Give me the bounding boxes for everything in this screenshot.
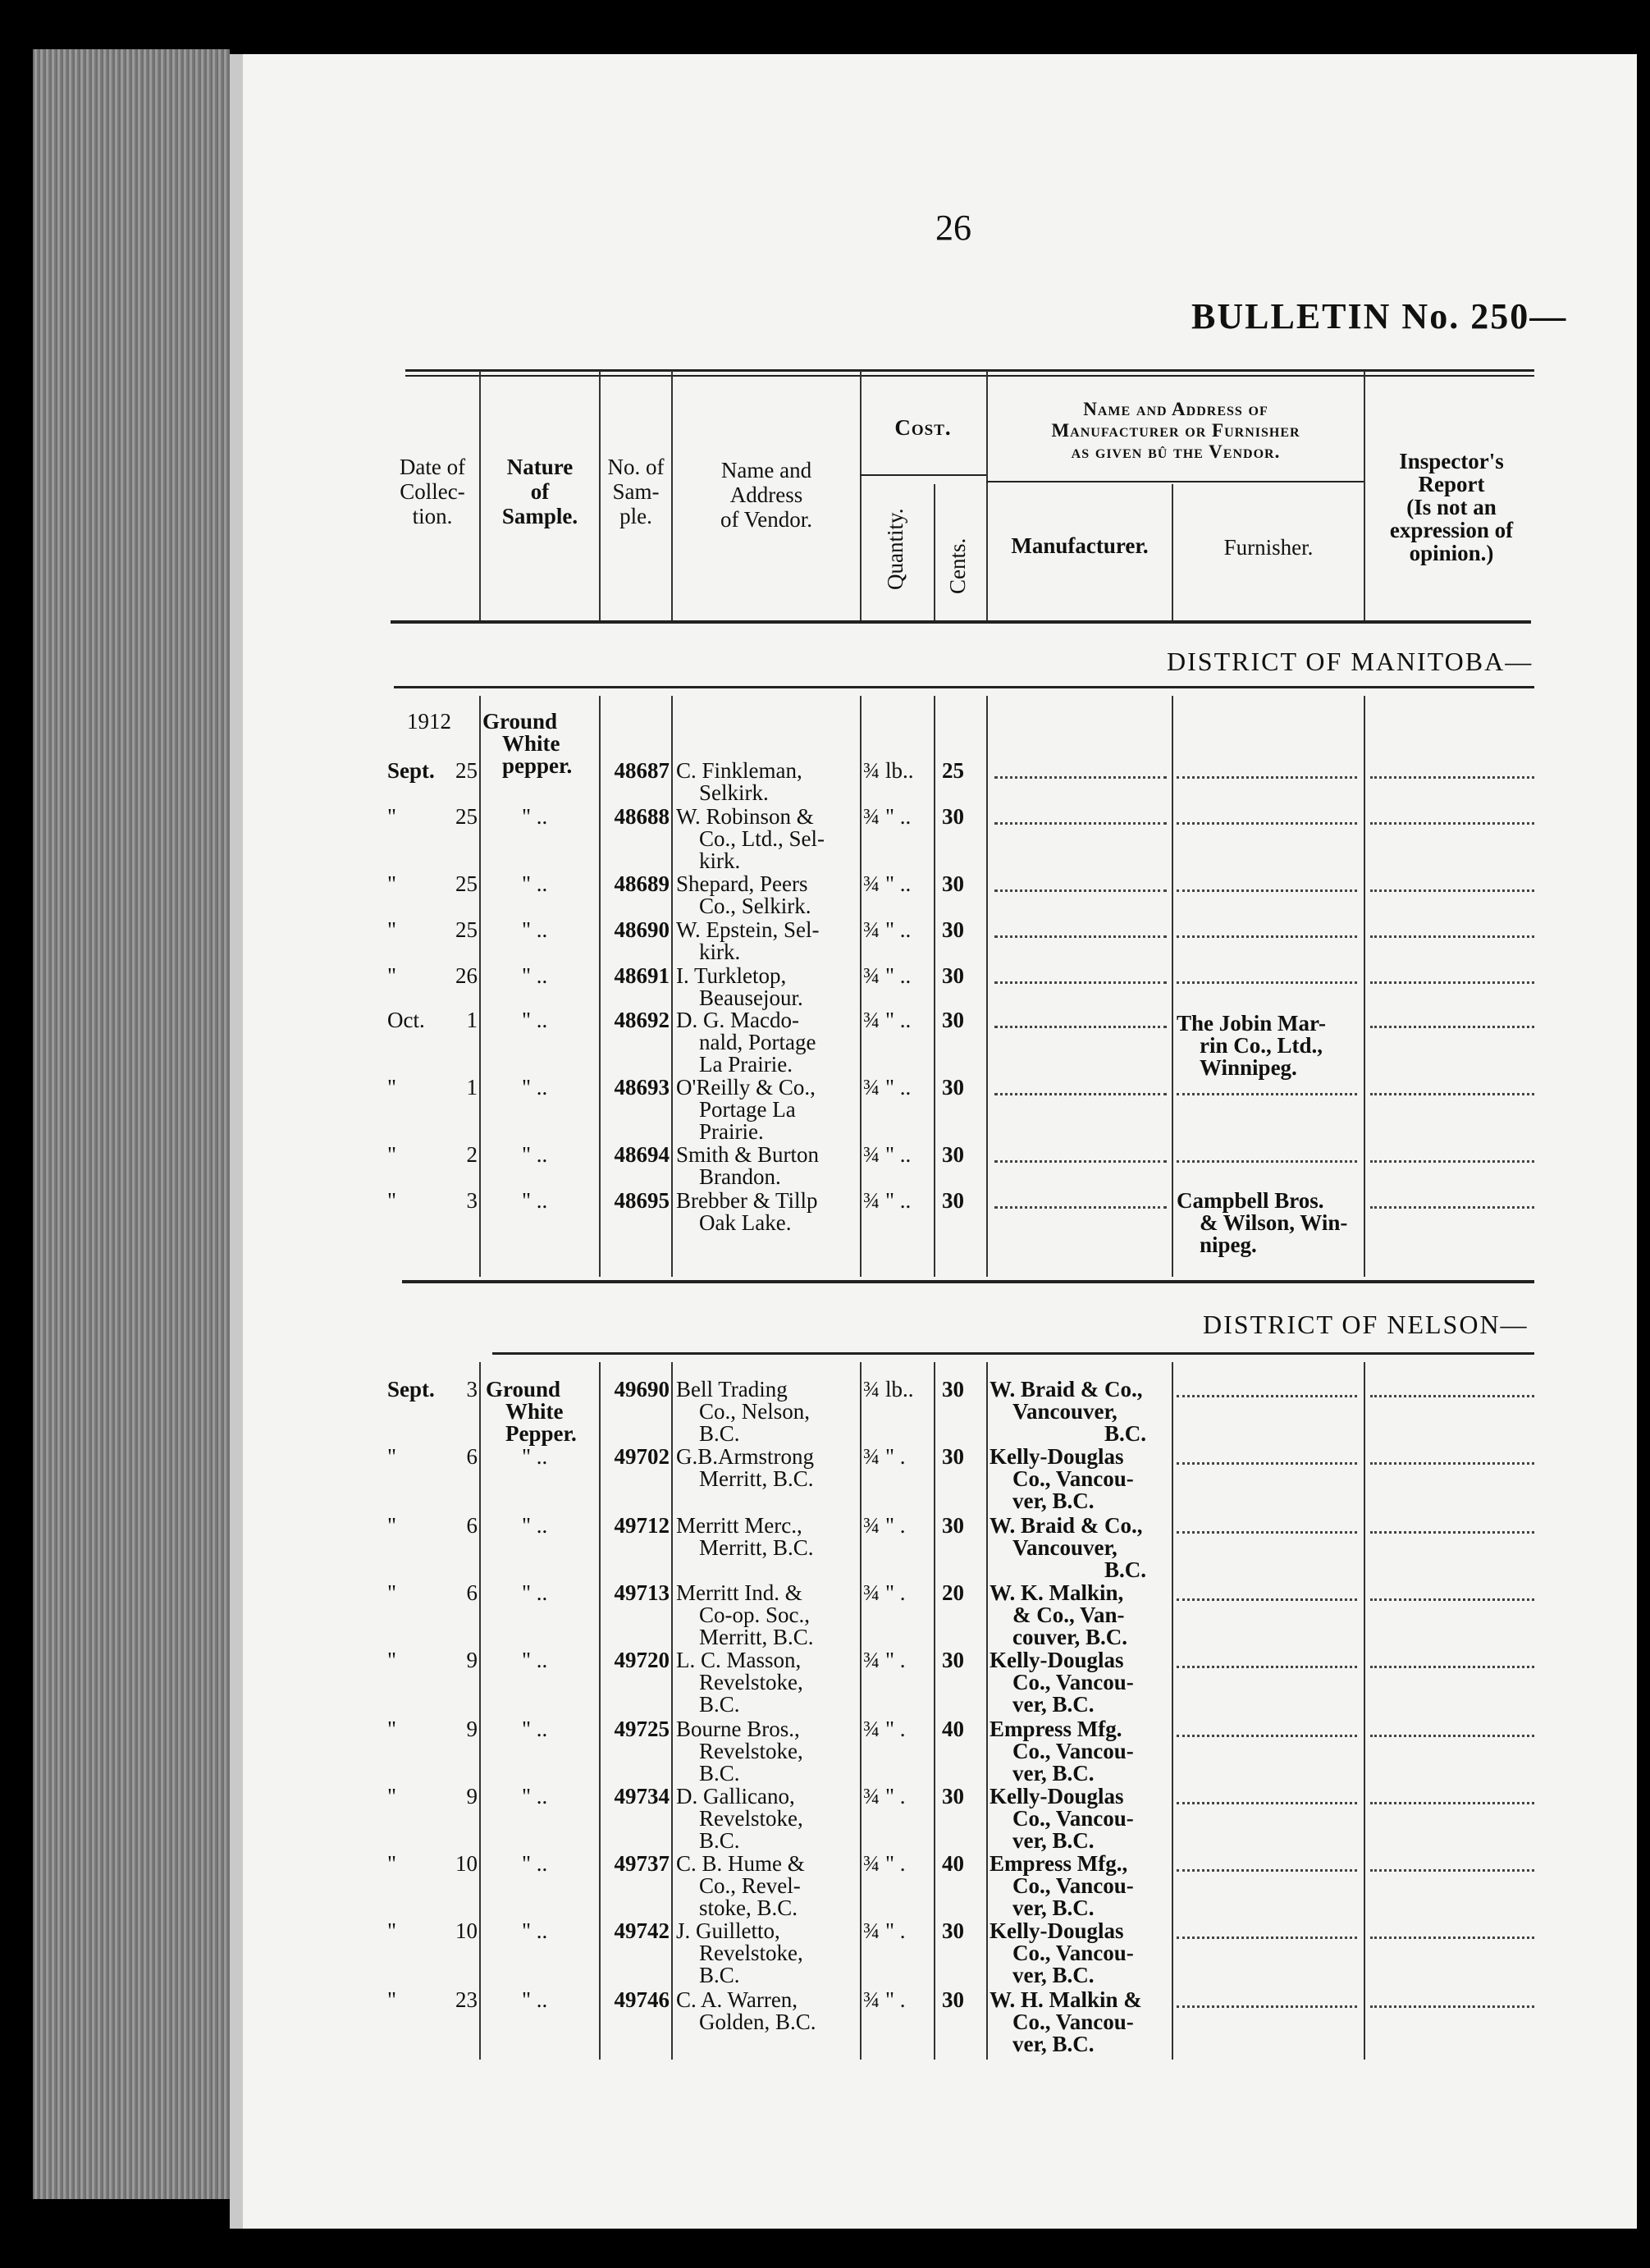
dot-leader [1177,822,1357,825]
header-quantity: Quantity. [883,508,907,590]
sample-number: 49737 [614,1851,670,1876]
date-month: " [387,1918,397,1943]
vendor-line: kirk. [699,940,741,964]
sample-number: 49720 [614,1648,670,1672]
date-day: 9 [466,1648,478,1672]
vendor-line: Oak Lake. [699,1210,792,1235]
date-day: 23 [455,1987,478,2012]
date-day: 2 [466,1142,478,1167]
date-month: " [387,1075,397,1100]
date-month: Sept. [387,1377,435,1401]
nature-ditto: " .. [522,1851,548,1876]
date-day: 9 [466,1717,478,1741]
col-divider [599,1362,601,2060]
vendor-line: Revelstoke, [699,1739,803,1763]
cents: 30 [942,804,964,829]
nature-ditto: " .. [522,1918,548,1943]
manufacturer-line: ver, B.C. [1012,1828,1095,1853]
dot-leader [1370,822,1534,825]
dot-leader [1177,1936,1357,1939]
vendor-line: B.C. [699,1692,740,1717]
quantity: ¾ " . [863,1717,906,1741]
year-label: 1912 [407,709,451,734]
sample-number: 48689 [614,871,670,896]
manufacturer-line: ver, B.C. [1012,1895,1095,1920]
dot-leader [994,1026,1167,1028]
cents: 30 [942,1008,964,1032]
quantity: ¾ " .. [863,1142,912,1167]
manufacturer-line: Co., Vancou- [1012,1670,1134,1694]
date-day: 1 [466,1075,478,1100]
dot-leader [1370,1531,1534,1534]
header-inspector-report: Inspector's Report (Is not an expression of opinion.) [1389,449,1514,565]
vendor-line: B.C. [699,1963,740,1987]
cents: 40 [942,1717,964,1741]
dot-leader [1370,1802,1534,1804]
dot-leader [1177,1735,1357,1737]
nature-ditto: " .. [522,1648,548,1672]
vendor-line: Merritt Ind. & [676,1580,802,1605]
manufacturer-line: Co., Vancou- [1012,1806,1134,1831]
cents: 30 [942,1142,964,1167]
date-month: " [387,963,397,988]
dot-leader [1370,1598,1534,1601]
bulletin-title: BULLETIN No. 250— [1191,296,1568,336]
dot-leader [1177,1462,1357,1465]
quantity: ¾ " .. [863,871,912,896]
sample-number: 49702 [614,1444,670,1469]
dot-leader [1370,1869,1534,1872]
vendor-line: B.C. [699,1761,740,1786]
col-divider [1172,696,1173,1277]
section-end-rule [402,1280,1534,1283]
date-day: 10 [455,1918,478,1943]
date-month: " [387,1580,397,1605]
quantity: ¾ " . [863,1513,906,1538]
col-divider [860,1362,862,2060]
manufacturer-line: couver, B.C. [1012,1625,1127,1649]
date-month: " [387,1717,397,1741]
name-address-rule [986,481,1364,482]
manufacturer-line: Co., Vancou- [1012,1941,1134,1965]
nature-line: Ground [486,1377,561,1401]
dot-leader [1177,2005,1357,2008]
date-month: Sept. [387,758,435,783]
header-nature: Nature of Sample. [501,455,578,528]
date-month: " [387,1987,397,2012]
date-day: 25 [455,804,478,829]
quantity: ¾ " . [863,1580,906,1605]
manufacturer-line: B.C. [1104,1557,1147,1582]
sample-number: 48695 [614,1188,670,1213]
date-month: " [387,917,397,942]
quantity: ¾ " . [863,1987,906,2012]
nature-line: Pepper. [505,1421,577,1446]
manufacturer-line: Empress Mfg., [990,1851,1128,1876]
dot-leader [994,776,1167,779]
vendor-line: Merritt, B.C. [699,1535,814,1560]
page-number: 26 [935,208,971,248]
quantity: ¾ " . [863,1918,906,1943]
manufacturer-line: Co., Vancou- [1012,1466,1134,1491]
vendor-line: Bell Trading [676,1377,788,1401]
nature-ditto: " .. [522,1008,548,1032]
dot-leader [1370,1160,1534,1163]
manufacturer-line: Co., Vancou- [1012,1739,1134,1763]
vendor-line: Brandon. [699,1164,781,1189]
cents: 30 [942,1513,964,1538]
col-divider [1364,1362,1365,2060]
nature-ditto: " .. [522,1784,548,1808]
quantity: ¾ lb.. [863,758,914,783]
quantity: ¾ " . [863,1648,906,1672]
col-divider [934,484,935,620]
header-vendor: Name and Address of Vendor. [720,458,812,532]
vendor-line: Portage La [699,1097,796,1122]
vendor-line: stoke, B.C. [699,1895,798,1920]
vendor-line: Merritt, B.C. [699,1625,814,1649]
manufacturer-line: Kelly-Douglas [990,1648,1124,1672]
manufacturer-line: Empress Mfg. [990,1717,1122,1741]
vendor-line: Revelstoke, [699,1941,803,1965]
furnisher-line: nipeg. [1200,1232,1257,1257]
vendor-line: Golden, B.C. [699,2010,816,2034]
dot-leader [1177,1395,1357,1397]
vendor-line: G.B.Armstrong [676,1444,814,1469]
vendor-line: C. A. Warren, [676,1987,798,2012]
manufacturer-line: & Co., Van- [1012,1603,1125,1627]
nature-line: pepper. [502,753,573,778]
header-manufacturer: Manufacturer. [1011,533,1149,558]
dot-leader [1177,1802,1357,1804]
nature-line: White [505,1399,564,1424]
manufacturer-line: W. H. Malkin & [990,1987,1142,2012]
vendor-line: Co., Nelson, [699,1399,810,1424]
manufacturer-line: Vancouver, [1012,1399,1118,1424]
vendor-line: Revelstoke, [699,1806,803,1831]
nature-ditto: " .. [522,1075,548,1100]
sample-number: 49734 [614,1784,670,1808]
vendor-line: Selkirk. [699,780,769,805]
vendor-line: Revelstoke, [699,1670,803,1694]
dot-leader [1177,981,1357,984]
cents: 30 [942,1444,964,1469]
quantity: ¾ " .. [863,804,912,829]
col-divider [479,1362,481,2060]
sample-number: 48692 [614,1008,670,1032]
vendor-line: Co., Selkirk. [699,894,811,918]
date-month: Oct. [387,1008,425,1032]
sample-number: 49742 [614,1918,670,1943]
dot-leader [1177,889,1357,892]
header-name-address: Name and Address of Manufacturer or Furnisher as given bû the Vendor. [1051,399,1300,462]
sample-number: 48691 [614,963,670,988]
manufacturer-line: ver, B.C. [1012,1488,1095,1513]
vendor-line: D. G. Macdo- [676,1008,799,1032]
vendor-line: L. C. Masson, [676,1648,802,1672]
header-furnisher: Furnisher. [1223,535,1314,560]
quantity: ¾ lb.. [863,1377,914,1401]
col-divider [1172,1362,1173,2060]
date-day: 6 [466,1444,478,1469]
vendor-line: O'Reilly & Co., [676,1075,816,1100]
vendor-line: Co., Ltd., Sel- [699,826,825,851]
date-month: " [387,1513,397,1538]
date-day: 25 [455,758,478,783]
dot-leader [1370,1462,1534,1465]
dot-leader [1370,1206,1534,1209]
quantity: ¾ " .. [863,1188,912,1213]
dot-leader [994,935,1167,938]
nature-ditto: " .. [522,1142,548,1167]
vendor-line: W. Epstein, Sel- [676,917,820,942]
dot-leader [1370,1395,1534,1397]
date-day: 3 [466,1188,478,1213]
vendor-line: Merritt Merc., [676,1513,802,1538]
col-divider [986,1362,988,2060]
col-divider [1364,696,1365,1277]
quantity: ¾ " . [863,1784,906,1808]
dot-leader [1370,1936,1534,1939]
nature-ditto: " .. [522,963,548,988]
dot-leader [1177,935,1357,938]
date-day: 25 [455,871,478,896]
vendor-line: Smith & Burton [676,1142,820,1167]
sample-number: 48687 [614,758,670,783]
dot-leader [1177,1869,1357,1872]
manufacturer-line: Vancouver, [1012,1535,1118,1560]
cents: 30 [942,1377,964,1401]
nature-ditto: " .. [522,871,548,896]
date-month: " [387,1188,397,1213]
vendor-line: La Prairie. [699,1052,793,1077]
manufacturer-line: Kelly-Douglas [990,1444,1124,1469]
vendor-line: B.C. [699,1421,740,1446]
furnisher-line: & Wilson, Win- [1200,1210,1348,1235]
date-month: " [387,1142,397,1167]
cents: 30 [942,1188,964,1213]
furnisher-line: Winnipeg. [1200,1055,1297,1080]
cents: 30 [942,1075,964,1100]
vendor-line: nald, Portage [699,1030,816,1054]
section-rule [492,1352,1534,1355]
dot-leader [994,1093,1167,1095]
sample-number: 49746 [614,1987,670,2012]
vendor-line: W. Robinson & [676,804,814,829]
date-day: 3 [466,1377,478,1401]
cents: 30 [942,963,964,988]
sample-number: 48690 [614,917,670,942]
header-sample-no: No. of Sam- ple. [607,455,665,528]
cents: 25 [942,758,964,783]
date-day: 6 [466,1580,478,1605]
dot-leader [1370,2005,1534,2008]
furnisher-line: The Jobin Mar- [1177,1011,1326,1036]
col-divider [934,696,935,1277]
vendor-line: Co-op. Soc., [699,1603,810,1627]
col-divider [599,696,601,1277]
quantity: ¾ " .. [863,963,912,988]
manufacturer-line: ver, B.C. [1012,1692,1095,1717]
dot-leader [1177,1598,1357,1601]
cents: 30 [942,917,964,942]
section-rule [394,686,1534,688]
dot-leader [1370,981,1534,984]
sample-number: 48694 [614,1142,670,1167]
manufacturer-line: ver, B.C. [1012,1761,1095,1786]
vendor-line: D. Gallicano, [676,1784,795,1808]
cents: 30 [942,1918,964,1943]
manufacturer-line: Kelly-Douglas [990,1784,1124,1808]
manufacturer-line: W. Braid & Co., [990,1513,1143,1538]
book-page-edges [33,49,230,2199]
dot-leader [1177,1531,1357,1534]
dot-leader [1177,776,1357,779]
dot-leader [1370,889,1534,892]
header-date: Date of Collec- tion. [399,455,466,528]
nature-ditto: " .. [522,1188,548,1213]
district-heading-manitoba: DISTRICT OF MANITOBA— [1167,647,1533,676]
cents: 30 [942,1987,964,2012]
cents: 30 [942,871,964,896]
furnisher-line: rin Co., Ltd., [1200,1033,1323,1058]
vendor-line: Shepard, Peers [676,871,808,896]
nature-ditto: " .. [522,804,548,829]
furnisher-line: Campbell Bros. [1177,1188,1324,1213]
quantity: ¾ " .. [863,1008,912,1032]
nature-ditto: " .. [522,1580,548,1605]
quantity: ¾ " . [863,1444,906,1469]
vendor-line: Merritt, B.C. [699,1466,814,1491]
nature-ditto: " .. [522,1717,548,1741]
cost-rule [860,474,986,476]
manufacturer-line: Co., Vancou- [1012,1873,1134,1898]
header-cost: Cost. [894,415,952,440]
vendor-line: Prairie. [699,1119,764,1144]
sample-number: 49713 [614,1580,670,1605]
sample-number: 49690 [614,1377,670,1401]
manufacturer-line: B.C. [1104,1421,1147,1446]
vendor-line: B.C. [699,1828,740,1853]
dot-leader [994,822,1167,825]
quantity: ¾ " .. [863,1075,912,1100]
date-day: 9 [466,1784,478,1808]
vendor-line: I. Turkletop, [676,963,787,988]
manufacturer-line: ver, B.C. [1012,2032,1095,2056]
cents: 40 [942,1851,964,1876]
nature-ditto: " .. [522,1513,548,1538]
manufacturer-line: W. Braid & Co., [990,1377,1143,1401]
vendor-line: Brebber & Tillp [676,1188,818,1213]
date-day: 6 [466,1513,478,1538]
col-divider [934,1362,935,2060]
cents: 20 [942,1580,964,1605]
dot-leader [1370,935,1534,938]
date-month: " [387,871,397,896]
manufacturer-line: Kelly-Douglas [990,1918,1124,1943]
sample-number: 48688 [614,804,670,829]
cents: 30 [942,1648,964,1672]
col-divider [986,696,988,1277]
nature-line: Ground [482,709,558,734]
manufacturer-line: Co., Vancou- [1012,2010,1134,2034]
dot-leader [994,1160,1167,1163]
dot-leader [1177,1666,1357,1668]
vendor-line: J. Guilletto, [676,1918,780,1943]
date-day: 10 [455,1851,478,1876]
district-heading-nelson: DISTRICT OF NELSON— [1203,1310,1529,1339]
vendor-line: C. B. Hume & [676,1851,805,1876]
nature-ditto: " .. [522,1444,548,1469]
dot-leader [1177,1093,1357,1095]
date-month: " [387,804,397,829]
vendor-line: Co., Revel- [699,1873,801,1898]
date-month: " [387,1784,397,1808]
date-month: " [387,1851,397,1876]
vendor-line: C. Finkleman, [676,758,802,783]
col-divider [860,696,862,1277]
dot-leader [1370,1026,1534,1028]
header-bottom-rule [391,620,1531,624]
nature-ditto: " .. [522,1987,548,2012]
dot-leader [994,981,1167,984]
quantity: ¾ " . [863,1851,906,1876]
nature-line: White [502,731,560,756]
nature-ditto: " .. [522,917,548,942]
quantity: ¾ " .. [863,917,912,942]
date-day: 1 [466,1008,478,1032]
date-month: " [387,1648,397,1672]
cents: 30 [942,1784,964,1808]
manufacturer-line: ver, B.C. [1012,1963,1095,1987]
col-divider [1364,371,1365,620]
sample-number: 49712 [614,1513,670,1538]
vendor-line: Beausejour. [699,985,803,1010]
header-cents: Cents. [945,537,970,595]
dot-leader [1370,776,1534,779]
dot-leader [1370,1735,1534,1737]
dot-leader [1370,1666,1534,1668]
col-divider [860,371,862,620]
dot-leader [1370,1093,1534,1095]
vendor-line: kirk. [699,848,741,873]
dot-leader [994,1206,1167,1209]
date-day: 25 [455,917,478,942]
date-day: 26 [455,963,478,988]
col-divider [671,1362,673,2060]
manufacturer-line: W. K. Malkin, [990,1580,1124,1605]
dot-leader [1177,1160,1357,1163]
col-divider [671,696,673,1277]
date-month: " [387,1444,397,1469]
sample-number: 48693 [614,1075,670,1100]
sample-number: 49725 [614,1717,670,1741]
dot-leader [994,889,1167,892]
col-divider [479,696,481,1277]
vendor-line: Bourne Bros., [676,1717,800,1741]
